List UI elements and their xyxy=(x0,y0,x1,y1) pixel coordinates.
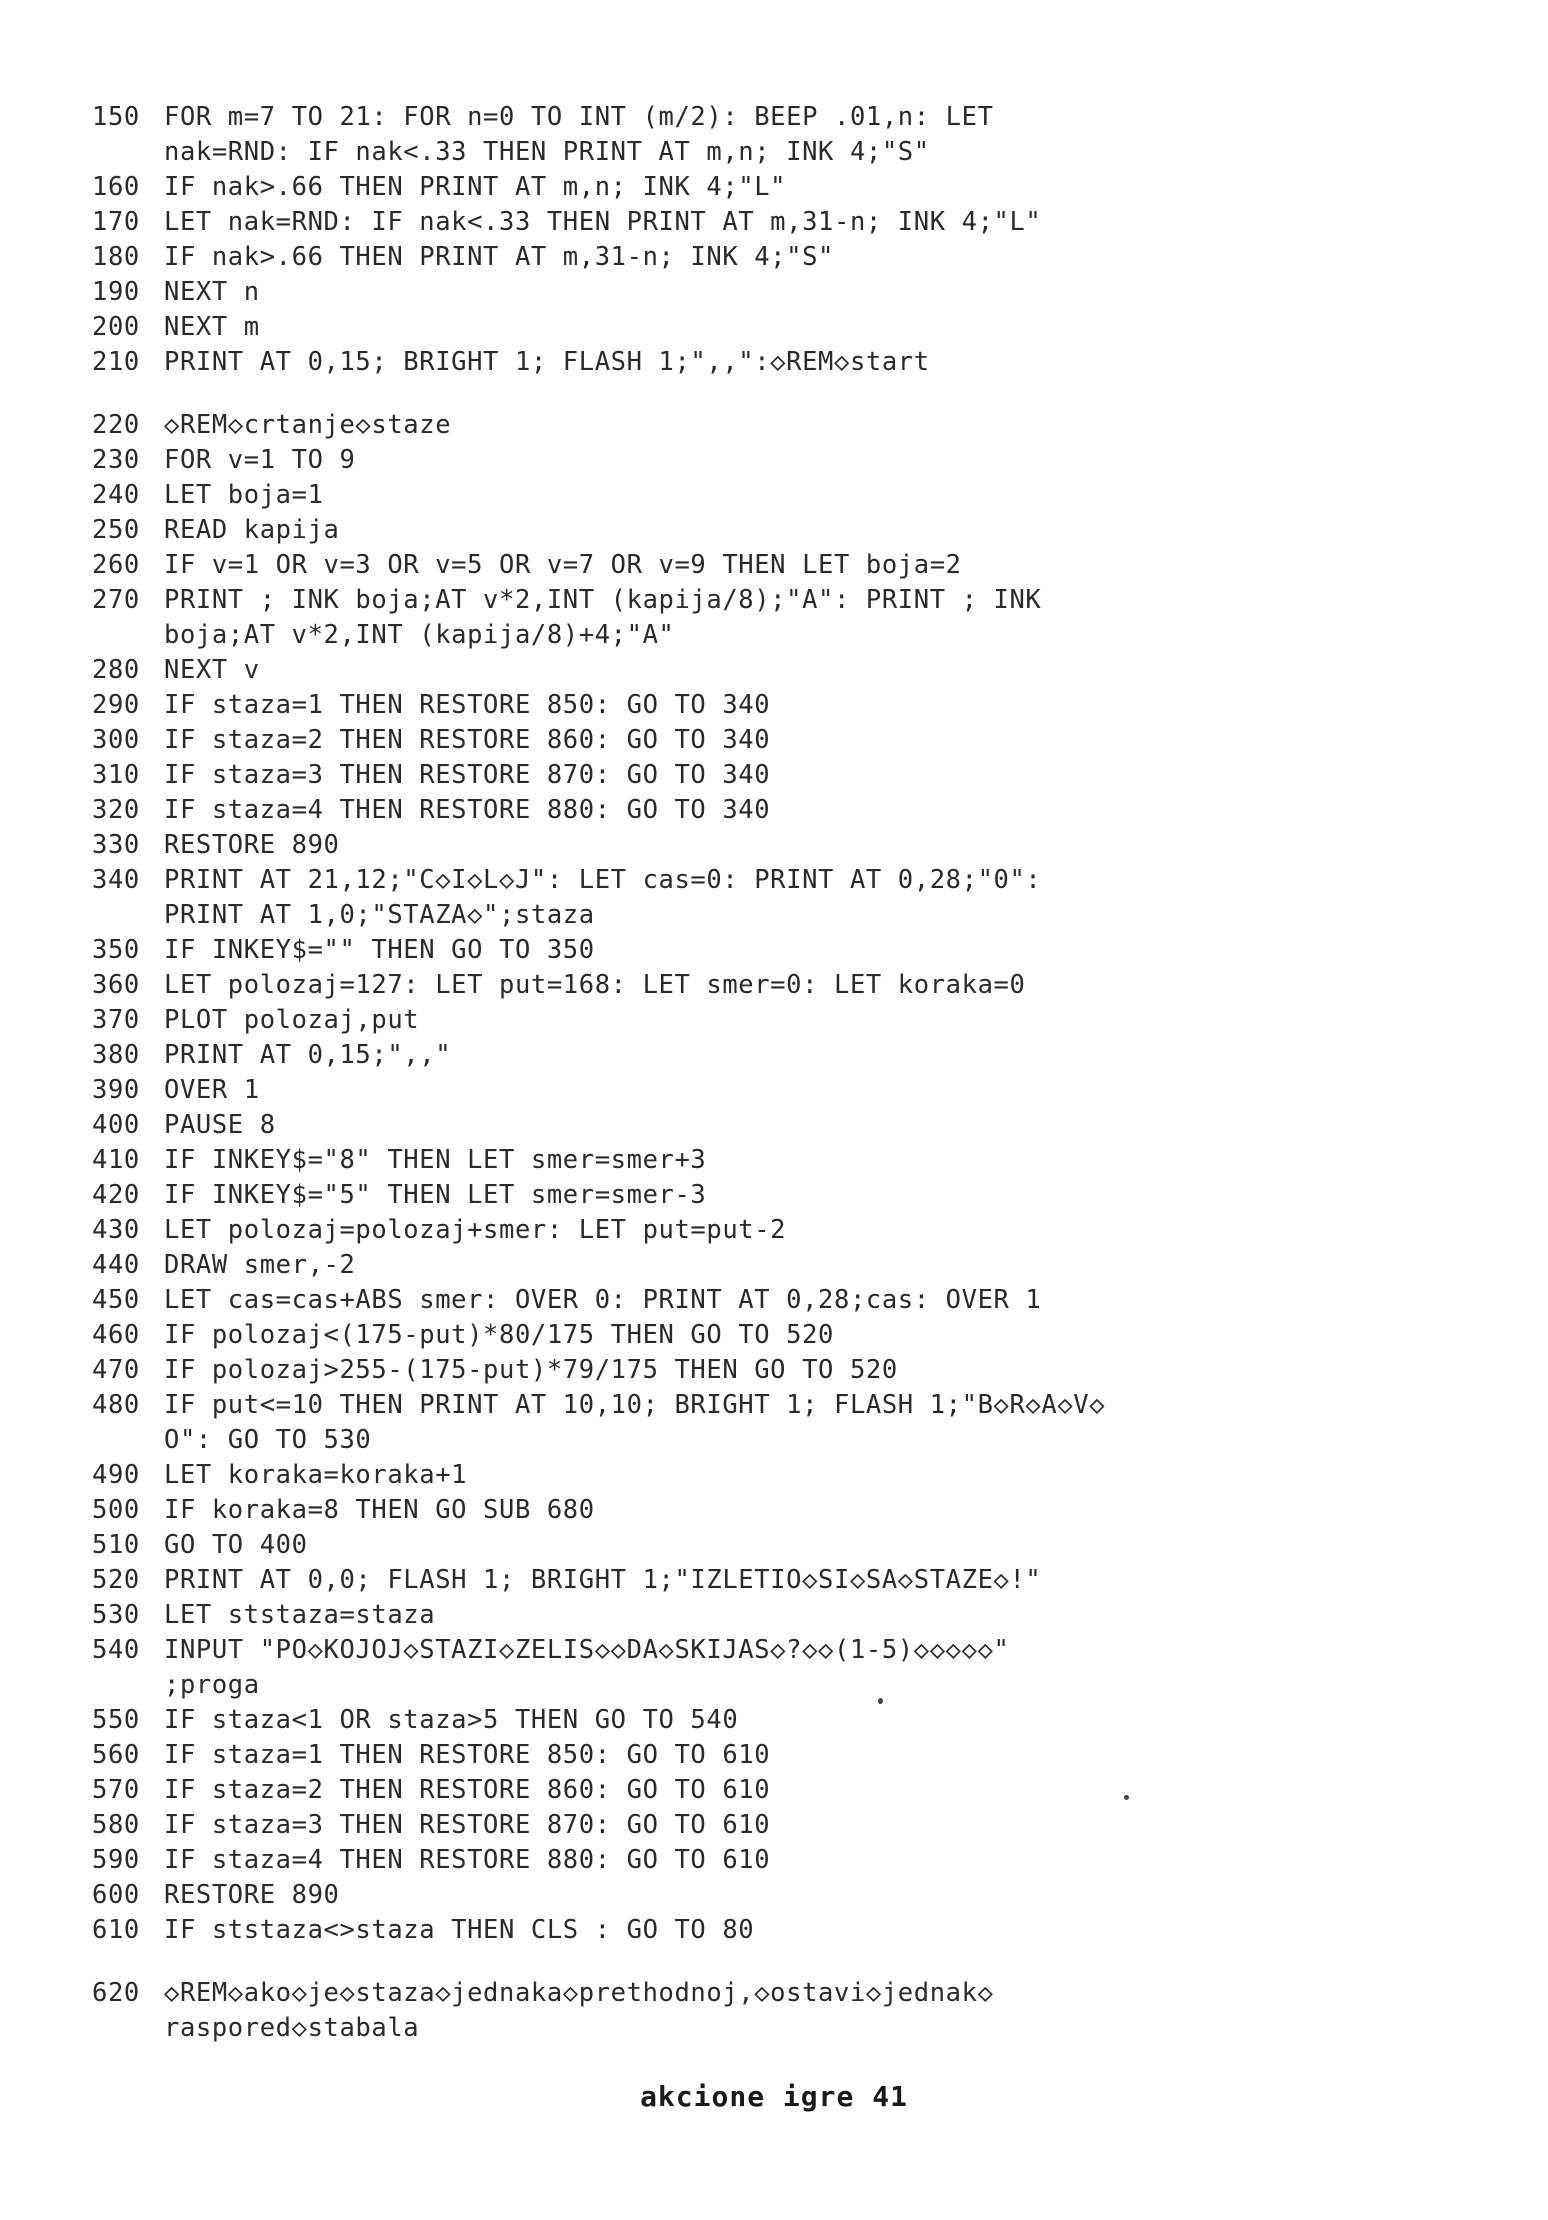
line-number: 470 xyxy=(92,1355,140,1385)
code-line xyxy=(92,793,1512,828)
code-line xyxy=(92,723,1512,758)
line-code: PRINT ; INK boja;AT v*2,INT (kapija/8);"A": PRINT ; INK xyxy=(164,585,1042,615)
line-code: NEXT n xyxy=(164,277,260,307)
line-code: RESTORE 890 xyxy=(164,830,340,860)
line-number: 600 xyxy=(92,1880,140,1910)
scan-speck xyxy=(1124,1795,1129,1800)
code-line xyxy=(92,443,1512,478)
line-code: IF staza<1 OR staza>5 THEN GO TO 540 xyxy=(164,1705,739,1735)
listing-block-1 xyxy=(92,100,1512,380)
code-line xyxy=(92,310,1512,345)
line-code: IF polozaj>255-(175-put)*79/175 THEN GO TO 520 xyxy=(164,1355,898,1385)
line-code: DRAW smer,-2 xyxy=(164,1250,356,1280)
line-number: 160 xyxy=(92,172,140,202)
code-line xyxy=(92,1773,1512,1808)
line-number: 410 xyxy=(92,1145,140,1175)
line-code: LET boja=1 xyxy=(164,480,324,510)
code-line-continuation: O": GO TO 530 xyxy=(164,1425,372,1455)
code-line xyxy=(92,478,1512,513)
line-code: IF put<=10 THEN PRINT AT 10,10; BRIGHT 1; FLASH 1;"B◇R◇A◇V◇ xyxy=(164,1390,1106,1420)
code-line xyxy=(92,758,1512,793)
code-line-continuation: PRINT AT 1,0;"STAZA◇";staza xyxy=(164,900,595,930)
line-code: IF staza=3 THEN RESTORE 870: GO TO 340 xyxy=(164,760,771,790)
line-number: 290 xyxy=(92,690,140,720)
code-line xyxy=(92,1353,1512,1388)
code-line-continuation: ;proga xyxy=(164,1670,260,1700)
line-code: ◇REM◇crtanje◇staze xyxy=(164,410,452,440)
code-line xyxy=(92,1703,1512,1738)
code-line xyxy=(92,688,1512,723)
line-code: INPUT "PO◇KOJOJ◇STAZI◇ZELIS◇◇DA◇SKIJAS◇?◇◇(1-5)◇◇◇◇◇" xyxy=(164,1635,1010,1665)
line-code: IF ststaza<>staza THEN CLS : GO TO 80 xyxy=(164,1915,755,1945)
line-code: NEXT v xyxy=(164,655,260,685)
line-number: 560 xyxy=(92,1740,140,1770)
line-number: 590 xyxy=(92,1845,140,1875)
listing-block-2 xyxy=(92,408,1512,1948)
line-number: 510 xyxy=(92,1530,140,1560)
line-code: LET ststaza=staza xyxy=(164,1600,436,1630)
line-number: 210 xyxy=(92,347,140,377)
line-code: FOR v=1 TO 9 xyxy=(164,445,356,475)
line-number: 440 xyxy=(92,1250,140,1280)
code-line xyxy=(92,1143,1512,1178)
line-number: 360 xyxy=(92,970,140,1000)
line-code: IF staza=2 THEN RESTORE 860: GO TO 610 xyxy=(164,1775,771,1805)
line-number: 450 xyxy=(92,1285,140,1315)
line-number: 540 xyxy=(92,1635,140,1665)
code-line xyxy=(92,1038,1512,1073)
line-number: 320 xyxy=(92,795,140,825)
line-code: LET nak=RND: IF nak<.33 THEN PRINT AT m,31-n; INK 4;"L" xyxy=(164,207,1042,237)
code-line xyxy=(92,1563,1512,1598)
code-line xyxy=(92,653,1512,688)
line-code: IF INKEY$="" THEN GO TO 350 xyxy=(164,935,595,965)
code-line xyxy=(92,1493,1512,1528)
code-line xyxy=(92,1598,1512,1633)
code-line xyxy=(92,968,1512,1003)
line-code: OVER 1 xyxy=(164,1075,260,1105)
code-line xyxy=(92,345,1512,380)
code-line xyxy=(92,548,1512,583)
code-line xyxy=(92,1458,1512,1493)
listing-block-3 xyxy=(92,1976,1512,2046)
code-line xyxy=(92,583,1512,618)
code-line xyxy=(92,1213,1512,1248)
line-number: 330 xyxy=(92,830,140,860)
basic-program-listing xyxy=(92,100,1512,2046)
code-line xyxy=(92,1808,1512,1843)
line-number: 180 xyxy=(92,242,140,272)
code-line-continuation: boja;AT v*2,INT (kapija/8)+4;"A" xyxy=(164,620,675,650)
line-code: LET polozaj=polozaj+smer: LET put=put-2 xyxy=(164,1215,787,1245)
code-line xyxy=(92,1843,1512,1878)
code-line xyxy=(92,513,1512,548)
line-number: 550 xyxy=(92,1705,140,1735)
line-code: PRINT AT 0,0; FLASH 1; BRIGHT 1;"IZLETIO◇SI◇SA◇STAZE◇!" xyxy=(164,1565,1042,1595)
code-line xyxy=(92,1913,1512,1948)
line-code: PAUSE 8 xyxy=(164,1110,276,1140)
line-number: 580 xyxy=(92,1810,140,1840)
line-code: IF koraka=8 THEN GO SUB 680 xyxy=(164,1495,595,1525)
line-code: READ kapija xyxy=(164,515,340,545)
line-number: 490 xyxy=(92,1460,140,1490)
code-line xyxy=(92,240,1512,275)
line-number: 170 xyxy=(92,207,140,237)
line-code: ◇REM◇ako◇je◇staza◇jednaka◇prethodnoj,◇ostavi◇jednak◇ xyxy=(164,1978,994,2008)
code-line xyxy=(92,828,1512,863)
line-number: 530 xyxy=(92,1600,140,1630)
code-line xyxy=(92,408,1512,443)
line-code: PRINT AT 0,15;",," xyxy=(164,1040,452,1070)
code-line xyxy=(92,1003,1512,1038)
line-number: 570 xyxy=(92,1775,140,1805)
line-number: 620 xyxy=(92,1978,140,2008)
line-code: PRINT AT 0,15; BRIGHT 1; FLASH 1;",,":◇REM◇start xyxy=(164,347,930,377)
line-code: FOR m=7 TO 21: FOR n=0 TO INT (m/2): BEEP .01,n: LET xyxy=(164,102,994,132)
code-line xyxy=(92,1878,1512,1913)
line-code: IF INKEY$="8" THEN LET smer=smer+3 xyxy=(164,1145,707,1175)
line-code: IF staza=3 THEN RESTORE 870: GO TO 610 xyxy=(164,1810,771,1840)
line-code: PRINT AT 21,12;"C◇I◇L◇J": LET cas=0: PRINT AT 0,28;"0": xyxy=(164,865,1042,895)
line-code: IF nak>.66 THEN PRINT AT m,31-n; INK 4;"S" xyxy=(164,242,834,272)
code-line xyxy=(92,1528,1512,1563)
code-line xyxy=(92,205,1512,240)
line-number: 310 xyxy=(92,760,140,790)
line-code: GO TO 400 xyxy=(164,1530,308,1560)
line-code: IF staza=4 THEN RESTORE 880: GO TO 340 xyxy=(164,795,771,825)
code-line xyxy=(92,1108,1512,1143)
line-number: 270 xyxy=(92,585,140,615)
line-number: 300 xyxy=(92,725,140,755)
code-line xyxy=(92,933,1512,968)
block-gap xyxy=(92,1948,1512,1976)
line-code: IF polozaj<(175-put)*80/175 THEN GO TO 520 xyxy=(164,1320,834,1350)
line-number: 430 xyxy=(92,1215,140,1245)
line-number: 220 xyxy=(92,410,140,440)
page-footer: akcione igre 41 xyxy=(640,2080,908,2113)
line-number: 350 xyxy=(92,935,140,965)
code-line xyxy=(92,1976,1512,2011)
line-number: 520 xyxy=(92,1565,140,1595)
line-number: 240 xyxy=(92,480,140,510)
line-code: IF v=1 OR v=3 OR v=5 OR v=7 OR v=9 THEN LET boja=2 xyxy=(164,550,962,580)
code-line xyxy=(92,170,1512,205)
code-line-continuation: raspored◇stabala xyxy=(164,2013,420,2043)
line-number: 380 xyxy=(92,1040,140,1070)
code-line xyxy=(92,863,1512,898)
scan-speck xyxy=(878,1698,883,1704)
line-number: 390 xyxy=(92,1075,140,1105)
line-number: 150 xyxy=(92,102,140,132)
line-number: 480 xyxy=(92,1390,140,1420)
code-line xyxy=(92,1633,1512,1668)
code-line xyxy=(92,1073,1512,1108)
line-code: IF staza=4 THEN RESTORE 880: GO TO 610 xyxy=(164,1845,771,1875)
line-code: LET koraka=koraka+1 xyxy=(164,1460,468,1490)
code-line xyxy=(92,1388,1512,1423)
line-code: NEXT m xyxy=(164,312,260,342)
line-number: 460 xyxy=(92,1320,140,1350)
line-number: 610 xyxy=(92,1915,140,1945)
code-line xyxy=(92,100,1512,135)
line-number: 250 xyxy=(92,515,140,545)
line-code: PLOT polozaj,put xyxy=(164,1005,420,1035)
line-number: 500 xyxy=(92,1495,140,1525)
line-code: LET polozaj=127: LET put=168: LET smer=0: LET koraka=0 xyxy=(164,970,1026,1000)
line-code: IF staza=1 THEN RESTORE 850: GO TO 340 xyxy=(164,690,771,720)
line-number: 200 xyxy=(92,312,140,342)
line-code: LET cas=cas+ABS smer: OVER 0: PRINT AT 0,28;cas: OVER 1 xyxy=(164,1285,1042,1315)
line-number: 400 xyxy=(92,1110,140,1140)
line-number: 370 xyxy=(92,1005,140,1035)
line-number: 190 xyxy=(92,277,140,307)
code-line-continuation: nak=RND: IF nak<.33 THEN PRINT AT m,n; INK 4;"S" xyxy=(164,137,930,167)
line-code: IF INKEY$="5" THEN LET smer=smer-3 xyxy=(164,1180,707,1210)
code-line xyxy=(92,275,1512,310)
line-number: 280 xyxy=(92,655,140,685)
code-line xyxy=(92,1178,1512,1213)
line-code: IF nak>.66 THEN PRINT AT m,n; INK 4;"L" xyxy=(164,172,787,202)
line-number: 230 xyxy=(92,445,140,475)
code-line xyxy=(92,1738,1512,1773)
block-gap xyxy=(92,380,1512,408)
code-line xyxy=(92,1248,1512,1283)
line-number: 260 xyxy=(92,550,140,580)
code-line xyxy=(92,1283,1512,1318)
line-code: IF staza=2 THEN RESTORE 860: GO TO 340 xyxy=(164,725,771,755)
code-line xyxy=(92,1318,1512,1353)
line-code: RESTORE 890 xyxy=(164,1880,340,1910)
line-code: IF staza=1 THEN RESTORE 850: GO TO 610 xyxy=(164,1740,771,1770)
line-number: 340 xyxy=(92,865,140,895)
line-number: 420 xyxy=(92,1180,140,1210)
